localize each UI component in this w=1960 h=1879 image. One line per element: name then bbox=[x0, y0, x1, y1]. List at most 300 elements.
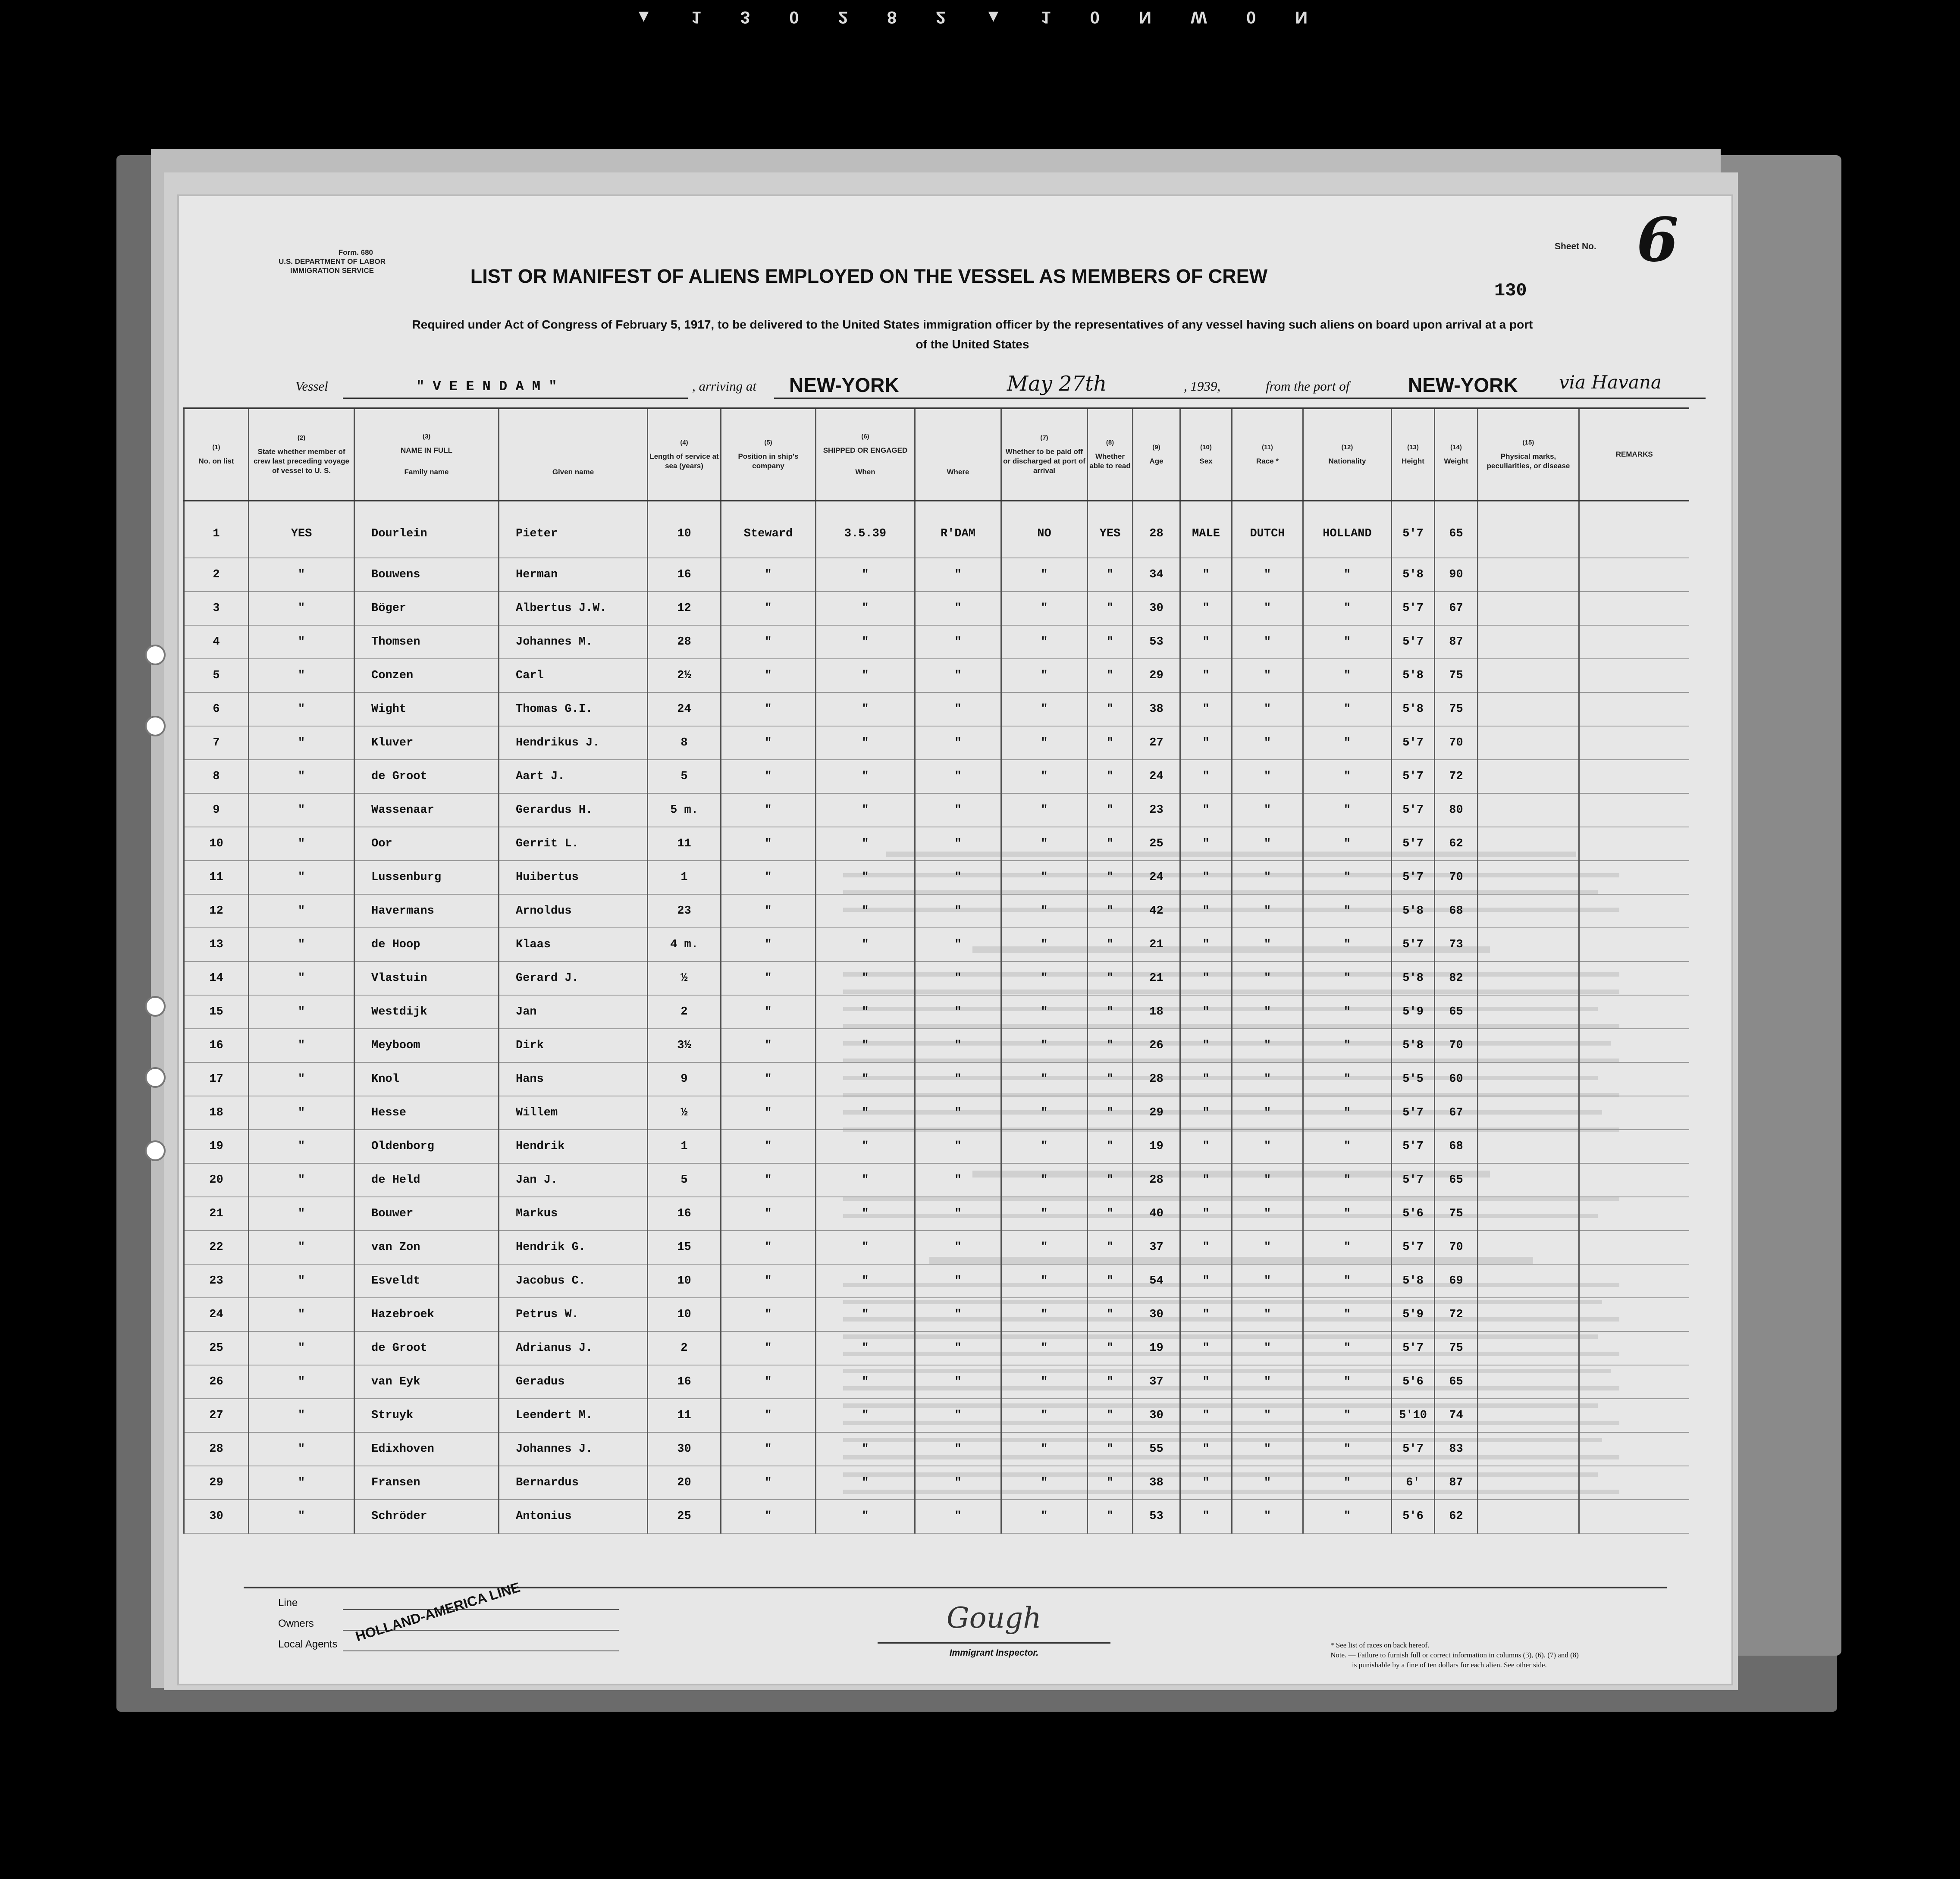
col-previous-voyage: (2) State whether member of crew last preceding voyage of vessel to U. S. bbox=[249, 408, 354, 501]
col-read-cell: " bbox=[1088, 659, 1133, 692]
col-age-cell: 27 bbox=[1133, 726, 1180, 760]
col-where-cell: " bbox=[915, 1432, 1001, 1466]
col-marks-cell bbox=[1478, 1466, 1579, 1500]
col-weight-cell: 74 bbox=[1435, 1399, 1478, 1432]
col-no-on-list: (1) No. on list bbox=[184, 408, 249, 501]
col-paid-cell: " bbox=[1001, 1130, 1088, 1163]
col-paid-cell: " bbox=[1001, 1331, 1088, 1365]
col-service-cell: 16 bbox=[648, 1365, 721, 1399]
col-race-cell: " bbox=[1232, 1130, 1303, 1163]
col-where-cell: " bbox=[915, 894, 1001, 928]
col-nationality-cell: " bbox=[1303, 592, 1392, 625]
col-marks-cell bbox=[1478, 1298, 1579, 1331]
col-remarks-cell bbox=[1579, 558, 1689, 592]
col-weight-cell: 70 bbox=[1435, 1029, 1478, 1062]
col-position-cell: " bbox=[721, 1029, 816, 1062]
col-where-cell: " bbox=[915, 928, 1001, 961]
col-prev-cell: " bbox=[249, 827, 354, 861]
stamped-page-number: 130 bbox=[1494, 280, 1527, 301]
col-when-cell: " bbox=[816, 1365, 915, 1399]
col-read-cell: " bbox=[1088, 1231, 1133, 1264]
col-sex-cell: " bbox=[1180, 1197, 1232, 1231]
col-position-cell: " bbox=[721, 861, 816, 894]
col-weight-cell: 65 bbox=[1435, 501, 1478, 558]
col-age-cell: 38 bbox=[1133, 1466, 1180, 1500]
col-sex-cell: " bbox=[1180, 961, 1232, 995]
table-row bbox=[184, 1399, 1689, 1432]
arriving-label: , arriving at bbox=[692, 379, 756, 394]
table-row bbox=[184, 1432, 1689, 1466]
col-service-cell: 25 bbox=[648, 1500, 721, 1533]
col-sex-cell: " bbox=[1180, 1029, 1232, 1062]
col-when-cell: " bbox=[816, 1130, 915, 1163]
col-read-cell: " bbox=[1088, 1197, 1133, 1231]
col-when-cell: " bbox=[816, 793, 915, 827]
col-read-cell: " bbox=[1088, 928, 1133, 961]
col-marks-cell bbox=[1478, 1197, 1579, 1231]
col-length-of-service: (4) Length of service at sea (years) bbox=[648, 408, 721, 501]
table-row bbox=[184, 1365, 1689, 1399]
col-where-cell: " bbox=[915, 1029, 1001, 1062]
col-shipped-where: Where bbox=[915, 408, 1001, 501]
col-race-cell: " bbox=[1232, 1298, 1303, 1331]
col-height-cell: 5'8 bbox=[1392, 894, 1435, 928]
col-family-cell: Edixhoven bbox=[354, 1432, 499, 1466]
col-where-cell: " bbox=[915, 726, 1001, 760]
col-position-cell: " bbox=[721, 1365, 816, 1399]
col-race-cell: " bbox=[1232, 1062, 1303, 1096]
col-read-cell: " bbox=[1088, 1432, 1133, 1466]
col-no-cell: 28 bbox=[184, 1432, 249, 1466]
col-read-cell: " bbox=[1088, 1163, 1133, 1197]
col-age-cell: 28 bbox=[1133, 501, 1180, 558]
col-position-cell: " bbox=[721, 1466, 816, 1500]
col-remarks: REMARKS bbox=[1579, 408, 1689, 501]
col-where-cell: " bbox=[915, 793, 1001, 827]
table-row bbox=[184, 793, 1689, 827]
col-service-cell: 16 bbox=[648, 1197, 721, 1231]
col-race-cell: " bbox=[1232, 1500, 1303, 1533]
col-marks-cell bbox=[1478, 861, 1579, 894]
col-paid-cell: " bbox=[1001, 1500, 1088, 1533]
col-race-cell: " bbox=[1232, 592, 1303, 625]
col-given-cell: Leendert M. bbox=[499, 1399, 648, 1432]
col-family-cell: Struyk bbox=[354, 1399, 499, 1432]
table-row bbox=[184, 827, 1689, 861]
col-race-cell: " bbox=[1232, 659, 1303, 692]
table-row bbox=[184, 894, 1689, 928]
manifest-page bbox=[179, 196, 1731, 1684]
col-when-cell: " bbox=[816, 827, 915, 861]
col-family-cell: Fransen bbox=[354, 1466, 499, 1500]
departure-port: NEW-YORK bbox=[1408, 374, 1518, 396]
col-family-cell: van Zon bbox=[354, 1231, 499, 1264]
col-prev-cell: " bbox=[249, 760, 354, 793]
col-when-cell: " bbox=[816, 558, 915, 592]
table-row bbox=[184, 861, 1689, 894]
col-sex-cell: " bbox=[1180, 827, 1232, 861]
col-weight-cell: 62 bbox=[1435, 1500, 1478, 1533]
col-remarks-cell bbox=[1579, 592, 1689, 625]
table-row bbox=[184, 961, 1689, 995]
col-nationality-cell: " bbox=[1303, 928, 1392, 961]
col-family-name: (3) NAME IN FULL Family name bbox=[354, 408, 499, 501]
col-nationality-cell: " bbox=[1303, 1029, 1392, 1062]
col-race: (11) Race * bbox=[1232, 408, 1303, 501]
col-weight-cell: 75 bbox=[1435, 659, 1478, 692]
col-paid-cell: " bbox=[1001, 861, 1088, 894]
col-where-cell: " bbox=[915, 1365, 1001, 1399]
col-race-cell: " bbox=[1232, 1029, 1303, 1062]
col-nationality-cell: " bbox=[1303, 726, 1392, 760]
col-when-cell: " bbox=[816, 928, 915, 961]
col-position-cell: " bbox=[721, 592, 816, 625]
col-prev-cell: " bbox=[249, 726, 354, 760]
manifest-footer bbox=[244, 1579, 1667, 1679]
col-service-cell: ½ bbox=[648, 961, 721, 995]
col-paid-cell: " bbox=[1001, 894, 1088, 928]
binder-hole bbox=[145, 1140, 166, 1161]
col-age: (9) Age bbox=[1133, 408, 1180, 501]
line-rule bbox=[343, 1609, 619, 1610]
col-height-cell: 5'9 bbox=[1392, 1298, 1435, 1331]
col-race-cell: " bbox=[1232, 1432, 1303, 1466]
col-prev-cell: " bbox=[249, 1466, 354, 1500]
col-position-cell: Steward bbox=[721, 501, 816, 558]
col-age-cell: 21 bbox=[1133, 961, 1180, 995]
col-position-cell: " bbox=[721, 1163, 816, 1197]
col-read-cell: " bbox=[1088, 625, 1133, 659]
crew-rows bbox=[184, 501, 1689, 1533]
col-height-cell: 5'7 bbox=[1392, 726, 1435, 760]
col-shipped-when: (6) SHIPPED OR ENGAGED When bbox=[816, 408, 915, 501]
col-read-cell: " bbox=[1088, 1365, 1133, 1399]
col-weight-cell: 75 bbox=[1435, 1197, 1478, 1231]
col-height-cell: 5'6 bbox=[1392, 1365, 1435, 1399]
port-date-rule bbox=[774, 398, 1706, 399]
col-remarks-cell bbox=[1579, 1096, 1689, 1130]
col-age-cell: 29 bbox=[1133, 1096, 1180, 1130]
subtitle-line-2: of the United States bbox=[916, 338, 1029, 351]
col-remarks-cell bbox=[1579, 894, 1689, 928]
col-position-cell: " bbox=[721, 558, 816, 592]
table-row bbox=[184, 1029, 1689, 1062]
col-nationality-cell: " bbox=[1303, 1500, 1392, 1533]
col-sex-cell: " bbox=[1180, 726, 1232, 760]
col-prev-cell: " bbox=[249, 928, 354, 961]
col-no-cell: 23 bbox=[184, 1264, 249, 1298]
col-prev-cell: " bbox=[249, 1062, 354, 1096]
binder-hole bbox=[145, 1067, 166, 1088]
col-family-cell: Hazebroek bbox=[354, 1298, 499, 1331]
col-position-cell: " bbox=[721, 961, 816, 995]
col-when-cell: " bbox=[816, 1331, 915, 1365]
col-position-cell: " bbox=[721, 1264, 816, 1298]
col-position-cell: " bbox=[721, 894, 816, 928]
col-prev-cell: " bbox=[249, 1264, 354, 1298]
col-position-cell: " bbox=[721, 726, 816, 760]
col-paid-cell: " bbox=[1001, 1264, 1088, 1298]
col-no-cell: 25 bbox=[184, 1331, 249, 1365]
col-sex-cell: " bbox=[1180, 1163, 1232, 1197]
col-height-cell: 5'7 bbox=[1392, 1432, 1435, 1466]
col-nationality-cell: " bbox=[1303, 625, 1392, 659]
col-marks-cell bbox=[1478, 827, 1579, 861]
col-sex-cell: " bbox=[1180, 760, 1232, 793]
col-nationality-cell: " bbox=[1303, 827, 1392, 861]
col-weight-cell: 82 bbox=[1435, 961, 1478, 995]
col-sex-cell: " bbox=[1180, 692, 1232, 726]
col-when-cell: " bbox=[816, 1500, 915, 1533]
col-family-cell: Knol bbox=[354, 1062, 499, 1096]
manifest-subtitle bbox=[282, 315, 1662, 354]
col-service-cell: 1 bbox=[648, 1130, 721, 1163]
col-family-cell: de Groot bbox=[354, 760, 499, 793]
col-when-cell: " bbox=[816, 1029, 915, 1062]
col-physical-marks: (15) Physical marks, peculiarities, or disease bbox=[1478, 408, 1579, 501]
col-height-cell: 5'9 bbox=[1392, 995, 1435, 1029]
col-nationality: (12) Nationality bbox=[1303, 408, 1392, 501]
binder-hole bbox=[145, 996, 166, 1017]
col-weight-cell: 62 bbox=[1435, 827, 1478, 861]
col-prev-cell: " bbox=[249, 1365, 354, 1399]
col-marks-cell bbox=[1478, 1096, 1579, 1130]
col-marks-cell bbox=[1478, 1500, 1579, 1533]
col-no-cell: 2 bbox=[184, 558, 249, 592]
col-given-cell: Hendrikus J. bbox=[499, 726, 648, 760]
col-service-cell: 11 bbox=[648, 1399, 721, 1432]
col-service-cell: 10 bbox=[648, 1298, 721, 1331]
line-label: Line bbox=[278, 1597, 298, 1609]
col-given-cell: Hendrik bbox=[499, 1130, 648, 1163]
col-height-cell: 5'7 bbox=[1392, 1130, 1435, 1163]
col-family-cell: Böger bbox=[354, 592, 499, 625]
vessel-line bbox=[278, 371, 1701, 405]
col-read-cell: " bbox=[1088, 995, 1133, 1029]
col-no-cell: 14 bbox=[184, 961, 249, 995]
col-weight-cell: 83 bbox=[1435, 1432, 1478, 1466]
col-paid-cell: " bbox=[1001, 1163, 1088, 1197]
col-position-cell: " bbox=[721, 625, 816, 659]
col-read-cell: " bbox=[1088, 1130, 1133, 1163]
penalty-note-cont: is punishable by a fine of ten dollars for each alien. See other side. bbox=[1352, 1661, 1547, 1669]
col-marks-cell bbox=[1478, 1264, 1579, 1298]
col-marks-cell bbox=[1478, 760, 1579, 793]
col-height-cell: 5'8 bbox=[1392, 558, 1435, 592]
col-family-cell: Wassenaar bbox=[354, 793, 499, 827]
col-no-cell: 19 bbox=[184, 1130, 249, 1163]
col-no-cell: 9 bbox=[184, 793, 249, 827]
col-read-cell: " bbox=[1088, 1264, 1133, 1298]
col-read-cell: " bbox=[1088, 861, 1133, 894]
col-service-cell: 12 bbox=[648, 592, 721, 625]
col-race-cell: " bbox=[1232, 1264, 1303, 1298]
col-nationality-cell: " bbox=[1303, 1130, 1392, 1163]
col-where-cell: " bbox=[915, 1130, 1001, 1163]
col-remarks-cell bbox=[1579, 827, 1689, 861]
col-paid-cell: " bbox=[1001, 928, 1088, 961]
col-age-cell: 30 bbox=[1133, 1399, 1180, 1432]
col-family-cell: de Held bbox=[354, 1163, 499, 1197]
col-marks-cell bbox=[1478, 1231, 1579, 1264]
table-row bbox=[184, 928, 1689, 961]
col-service-cell: 8 bbox=[648, 726, 721, 760]
col-sex-cell: " bbox=[1180, 1365, 1232, 1399]
agent-stamp: HOLLAND-AMERICA LINE bbox=[354, 1579, 522, 1644]
col-position-cell: " bbox=[721, 1130, 816, 1163]
col-paid-cell: " bbox=[1001, 1096, 1088, 1130]
col-no-cell: 5 bbox=[184, 659, 249, 692]
col-age-cell: 18 bbox=[1133, 995, 1180, 1029]
col-remarks-cell bbox=[1579, 726, 1689, 760]
col-prev-cell: " bbox=[249, 894, 354, 928]
col-nationality-cell: HOLLAND bbox=[1303, 501, 1392, 558]
col-service-cell: 1 bbox=[648, 861, 721, 894]
table-row bbox=[184, 1331, 1689, 1365]
table-row bbox=[184, 995, 1689, 1029]
col-sex-cell: " bbox=[1180, 894, 1232, 928]
col-nationality-cell: " bbox=[1303, 1365, 1392, 1399]
col-given-cell: Johannes J. bbox=[499, 1432, 648, 1466]
table-row bbox=[184, 1264, 1689, 1298]
col-remarks-cell bbox=[1579, 1130, 1689, 1163]
col-paid-cell: " bbox=[1001, 1231, 1088, 1264]
col-where-cell: " bbox=[915, 1231, 1001, 1264]
col-no-cell: 16 bbox=[184, 1029, 249, 1062]
col-service-cell: 9 bbox=[648, 1062, 721, 1096]
col-age-cell: 29 bbox=[1133, 659, 1180, 692]
col-given-cell: Jan J. bbox=[499, 1163, 648, 1197]
col-where-cell: R'DAM bbox=[915, 501, 1001, 558]
col-paid-cell: " bbox=[1001, 1197, 1088, 1231]
col-position-cell: " bbox=[721, 1231, 816, 1264]
col-age-cell: 24 bbox=[1133, 760, 1180, 793]
col-given-cell: Willem bbox=[499, 1096, 648, 1130]
col-service-cell: 15 bbox=[648, 1231, 721, 1264]
col-sex-cell: " bbox=[1180, 1466, 1232, 1500]
col-nationality-cell: " bbox=[1303, 995, 1392, 1029]
col-family-cell: van Eyk bbox=[354, 1365, 499, 1399]
col-prev-cell: YES bbox=[249, 501, 354, 558]
col-where-cell: " bbox=[915, 1096, 1001, 1130]
col-sex-cell: " bbox=[1180, 793, 1232, 827]
col-height-cell: 5'7 bbox=[1392, 827, 1435, 861]
manifest-title: LIST OR MANIFEST OF ALIENS EMPLOYED ON THE VESSEL AS MEMBERS OF CREW bbox=[470, 265, 1268, 287]
col-sex-cell: " bbox=[1180, 1298, 1232, 1331]
col-weight-cell: 87 bbox=[1435, 1466, 1478, 1500]
col-family-cell: Westdijk bbox=[354, 995, 499, 1029]
col-age-cell: 54 bbox=[1133, 1264, 1180, 1298]
col-prev-cell: " bbox=[249, 1432, 354, 1466]
col-no-cell: 21 bbox=[184, 1197, 249, 1231]
col-given-cell: Huibertus bbox=[499, 861, 648, 894]
subtitle-line-1: Required under Act of Congress of February 5, 1917, to be delivered to the United States immigration officer by the representatives of any vessel having such aliens on board upon arrival at a port bbox=[412, 318, 1533, 331]
col-remarks-cell bbox=[1579, 1197, 1689, 1231]
col-given-cell: Jacobus C. bbox=[499, 1264, 648, 1298]
col-prev-cell: " bbox=[249, 625, 354, 659]
col-nationality-cell: " bbox=[1303, 1197, 1392, 1231]
arrival-date: May 27th bbox=[1007, 372, 1107, 396]
col-weight-cell: 75 bbox=[1435, 692, 1478, 726]
col-weight-cell: 67 bbox=[1435, 592, 1478, 625]
col-family-cell: Bouwens bbox=[354, 558, 499, 592]
col-read-cell: " bbox=[1088, 827, 1133, 861]
col-where-cell: " bbox=[915, 1399, 1001, 1432]
col-weight: (14) Weight bbox=[1435, 408, 1478, 501]
col-position-cell: " bbox=[721, 1500, 816, 1533]
col-family-cell: Vlastuin bbox=[354, 961, 499, 995]
col-position-cell: " bbox=[721, 1432, 816, 1466]
col-given-cell: Albertus J.W. bbox=[499, 592, 648, 625]
col-prev-cell: " bbox=[249, 861, 354, 894]
col-marks-cell bbox=[1478, 692, 1579, 726]
col-marks-cell bbox=[1478, 659, 1579, 692]
col-prev-cell: " bbox=[249, 1331, 354, 1365]
col-given-cell: Antonius bbox=[499, 1500, 648, 1533]
col-read-cell: " bbox=[1088, 961, 1133, 995]
col-remarks-cell bbox=[1579, 961, 1689, 995]
col-prev-cell: " bbox=[249, 592, 354, 625]
col-family-cell: Thomsen bbox=[354, 625, 499, 659]
col-paid-cell: " bbox=[1001, 760, 1088, 793]
col-no-cell: 15 bbox=[184, 995, 249, 1029]
col-prev-cell: " bbox=[249, 692, 354, 726]
col-remarks-cell bbox=[1579, 1432, 1689, 1466]
col-paid-cell: " bbox=[1001, 659, 1088, 692]
col-paid-cell: " bbox=[1001, 1365, 1088, 1399]
col-no-cell: 17 bbox=[184, 1062, 249, 1096]
owners-label: Owners bbox=[278, 1618, 314, 1629]
col-where-cell: " bbox=[915, 625, 1001, 659]
col-read-cell: " bbox=[1088, 793, 1133, 827]
col-no-cell: 12 bbox=[184, 894, 249, 928]
agents-rule bbox=[343, 1650, 619, 1651]
col-family-cell: de Hoop bbox=[354, 928, 499, 961]
col-weight-cell: 65 bbox=[1435, 1365, 1478, 1399]
col-race-cell: " bbox=[1232, 995, 1303, 1029]
table-row bbox=[184, 625, 1689, 659]
col-family-cell: Meyboom bbox=[354, 1029, 499, 1062]
table-row bbox=[184, 501, 1689, 558]
col-height-cell: 6' bbox=[1392, 1466, 1435, 1500]
col-prev-cell: " bbox=[249, 1197, 354, 1231]
col-given-cell: Thomas G.I. bbox=[499, 692, 648, 726]
col-service-cell: ½ bbox=[648, 1096, 721, 1130]
col-race-cell: " bbox=[1232, 1096, 1303, 1130]
col-age-cell: 23 bbox=[1133, 793, 1180, 827]
col-paid-cell: " bbox=[1001, 1399, 1088, 1432]
col-read-cell: " bbox=[1088, 1029, 1133, 1062]
col-position-cell: " bbox=[721, 827, 816, 861]
table-row bbox=[184, 1500, 1689, 1533]
binder-hole bbox=[145, 716, 166, 736]
col-family-cell: Conzen bbox=[354, 659, 499, 692]
table-row bbox=[184, 1197, 1689, 1231]
col-no-cell: 18 bbox=[184, 1096, 249, 1130]
col-race-cell: " bbox=[1232, 1231, 1303, 1264]
col-race-cell: " bbox=[1232, 793, 1303, 827]
col-weight-cell: 72 bbox=[1435, 1298, 1478, 1331]
col-age-cell: 25 bbox=[1133, 827, 1180, 861]
col-nationality-cell: " bbox=[1303, 1096, 1392, 1130]
col-where-cell: " bbox=[915, 592, 1001, 625]
col-position-cell: " bbox=[721, 1062, 816, 1096]
race-note: * See list of races on back hereof. bbox=[1330, 1641, 1430, 1649]
col-marks-cell bbox=[1478, 625, 1579, 659]
col-paid-cell: " bbox=[1001, 1432, 1088, 1466]
col-remarks-cell bbox=[1579, 1365, 1689, 1399]
col-paid-cell: " bbox=[1001, 995, 1088, 1029]
